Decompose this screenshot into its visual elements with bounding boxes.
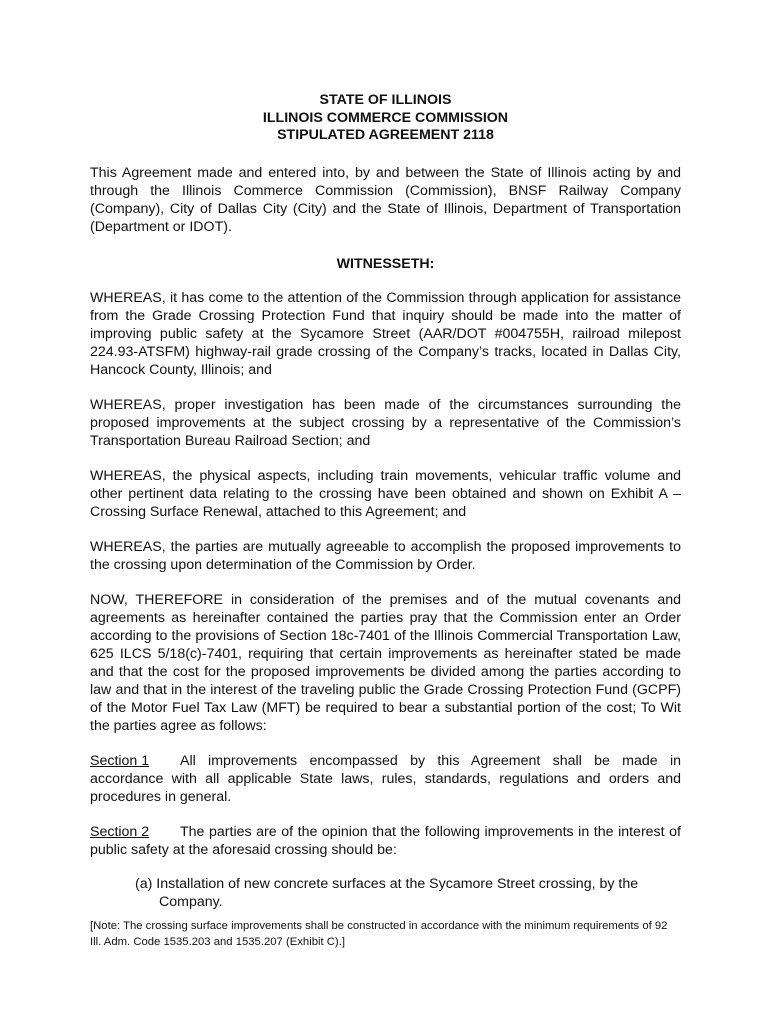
document-header — [90, 92, 681, 145]
list-item-a-text-line2: Company. — [159, 893, 223, 910]
whereas-paragraph-2: WHEREAS, proper investigation has been made of the circumstances surrounding the proposed improvements at the subject crossing by a representative of the Commission’s Transportation Bureau Railroad Section; and — [90, 396, 681, 449]
note-paragraph: [Note: The crossing surface improvements shall be constructed in accordance with the minimum requirements of 92 Ill. Adm. Code 1535.203 and 1535.207 (Exhibit C).] — [90, 919, 668, 948]
list-item-a-marker: (a) — [135, 875, 153, 892]
section-1-label: Section 1 — [90, 752, 150, 769]
whereas-paragraph-4: WHEREAS, the parties are mutually agreeable to accomplish the proposed improvements to the crossing upon determination of the Commission by Order. — [90, 538, 681, 573]
whereas-paragraph-3: WHEREAS, the physical aspects, including train movements, vehicular traffic volume and other pertinent data relating to the crossing have been obtained and shown on Exhibit A – Crossing Surface Renewal, attached to this Agreement; and — [90, 467, 681, 520]
section-2-paragraph — [90, 823, 681, 859]
header-agreement-title: STIPULATED AGREEMENT 2118 — [277, 127, 494, 143]
section-1-paragraph — [90, 752, 681, 806]
header-commission: ILLINOIS COMMERCE COMMISSION — [262, 109, 509, 126]
list-item-a — [90, 875, 681, 911]
witnesseth-heading: WITNESSETH: — [336, 255, 435, 272]
section-1-text: All improvements encompassed by this Agreement shall be made in accordance with all applicable State laws, rules, standards, regulations and orders and procedures in general. — [90, 752, 681, 805]
intro-paragraph: This Agreement made and entered into, by and between the State of Illinois acting by and through the Illinois Commerce Commission (Commission), BNSF Railway Company (Company), City of Dallas City (City) and the State of Illinois, Department of Transportation (Department or IDOT). — [90, 164, 681, 235]
section-2-text: The parties are of the opinion that the following improvements in the interest of public safety at the aforesaid crossing should be: — [90, 823, 681, 858]
list-item-a-text-line1: Installation of new concrete surfaces at the Sycamore Street crossing, by the — [156, 875, 639, 892]
document-page — [90, 92, 681, 950]
whereas-paragraph-1: WHEREAS, it has come to the attention of the Commission through application for assistance from the Grade Crossing Protection Fund that inquiry should be made into the matter of improving public safety at the Sycamore Street (AAR/DOT #004755H, railroad milepost 224.93-ATSFM) highway-rail grade crossing of the Company’s tracks, located in Dallas City, Hancock County, Illinois; and — [90, 289, 681, 378]
header-state: STATE OF ILLINOIS — [319, 92, 452, 108]
section-2-label: Section 2 — [90, 823, 150, 840]
now-therefore-paragraph: NOW, THEREFORE in consideration of the premises and of the mutual covenants and agreements as hereinafter contained the parties pray that the Commission enter an Order according to the provisions of Section 18c-7401 of the Illinois Commercial Transportation Law, 625 ILCS 5/18(c)-7401, requiring that certain improvements as hereinafter stated be made and that the cost for the proposed improvements be divided among the parties according to law and that in the interest of the traveling public the Grade Crossing Protection Fund (GCPF) of the Motor Fuel Tax Law (MFT) be required to bear a substantial portion of the cost; To Wit the parties agree as follows: — [90, 591, 681, 734]
